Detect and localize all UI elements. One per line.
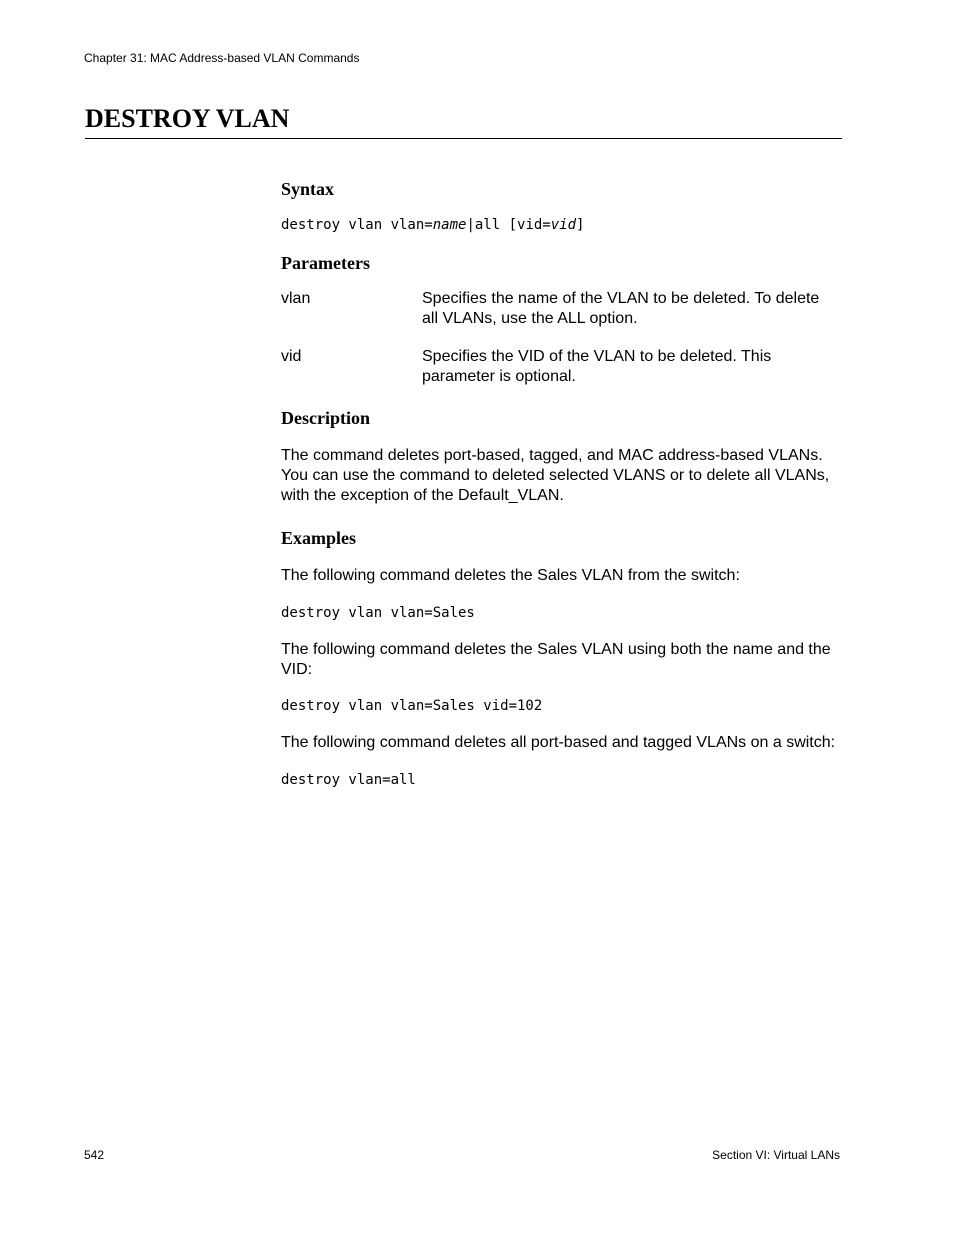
- parameter-row: [281, 289, 846, 329]
- description-heading: Description: [281, 408, 370, 428]
- description-text: The command deletes port-based, tagged, and MAC address-based VLANs. You can use the command to deleted selected VLANS or to delete all VLANs, with the exception of the Default_VLAN.: [281, 447, 830, 504]
- syntax-heading: Syntax: [281, 179, 335, 199]
- parameter-description: Specifies the VID of the VLAN to be deleted. This parameter is optional.: [422, 348, 772, 385]
- parameter-row: [281, 347, 846, 387]
- syntax-code: [281, 215, 846, 235]
- example-code: destroy vlan vlan=Sales: [281, 605, 475, 621]
- syntax-part1: destroy vlan vlan=: [281, 217, 433, 233]
- parameter-name: vlan: [281, 290, 311, 307]
- parameters-heading: Parameters: [281, 253, 370, 273]
- example-text: The following command deletes the Sales VLAN using both the name and the VID:: [281, 641, 831, 678]
- example-text: The following command deletes all port-based and tagged VLANs on a switch:: [281, 734, 836, 751]
- page-number: 542: [84, 1148, 105, 1162]
- running-header: Chapter 31: MAC Address-based VLAN Commands: [84, 51, 360, 65]
- syntax-param-vid: vid: [550, 217, 577, 233]
- page-title: DESTROY VLAN: [85, 104, 290, 133]
- examples-heading: Examples: [281, 528, 357, 548]
- example-text: The following command deletes the Sales VLAN from the switch:: [281, 567, 740, 584]
- syntax-part3: ]: [576, 217, 585, 233]
- example-code: destroy vlan vlan=Sales vid=102: [281, 698, 543, 714]
- title-block: [85, 104, 842, 139]
- example-code: destroy vlan=all: [281, 772, 416, 788]
- syntax-part2: |all [vid=: [466, 217, 551, 233]
- syntax-param-name: name: [432, 217, 467, 233]
- parameter-description: Specifies the name of the VLAN to be deleted. To delete all VLANs, use the ALL option.: [422, 290, 820, 327]
- main-content: [281, 178, 846, 790]
- parameter-name: vid: [281, 348, 302, 365]
- footer-section: Section VI: Virtual LANs: [712, 1148, 840, 1162]
